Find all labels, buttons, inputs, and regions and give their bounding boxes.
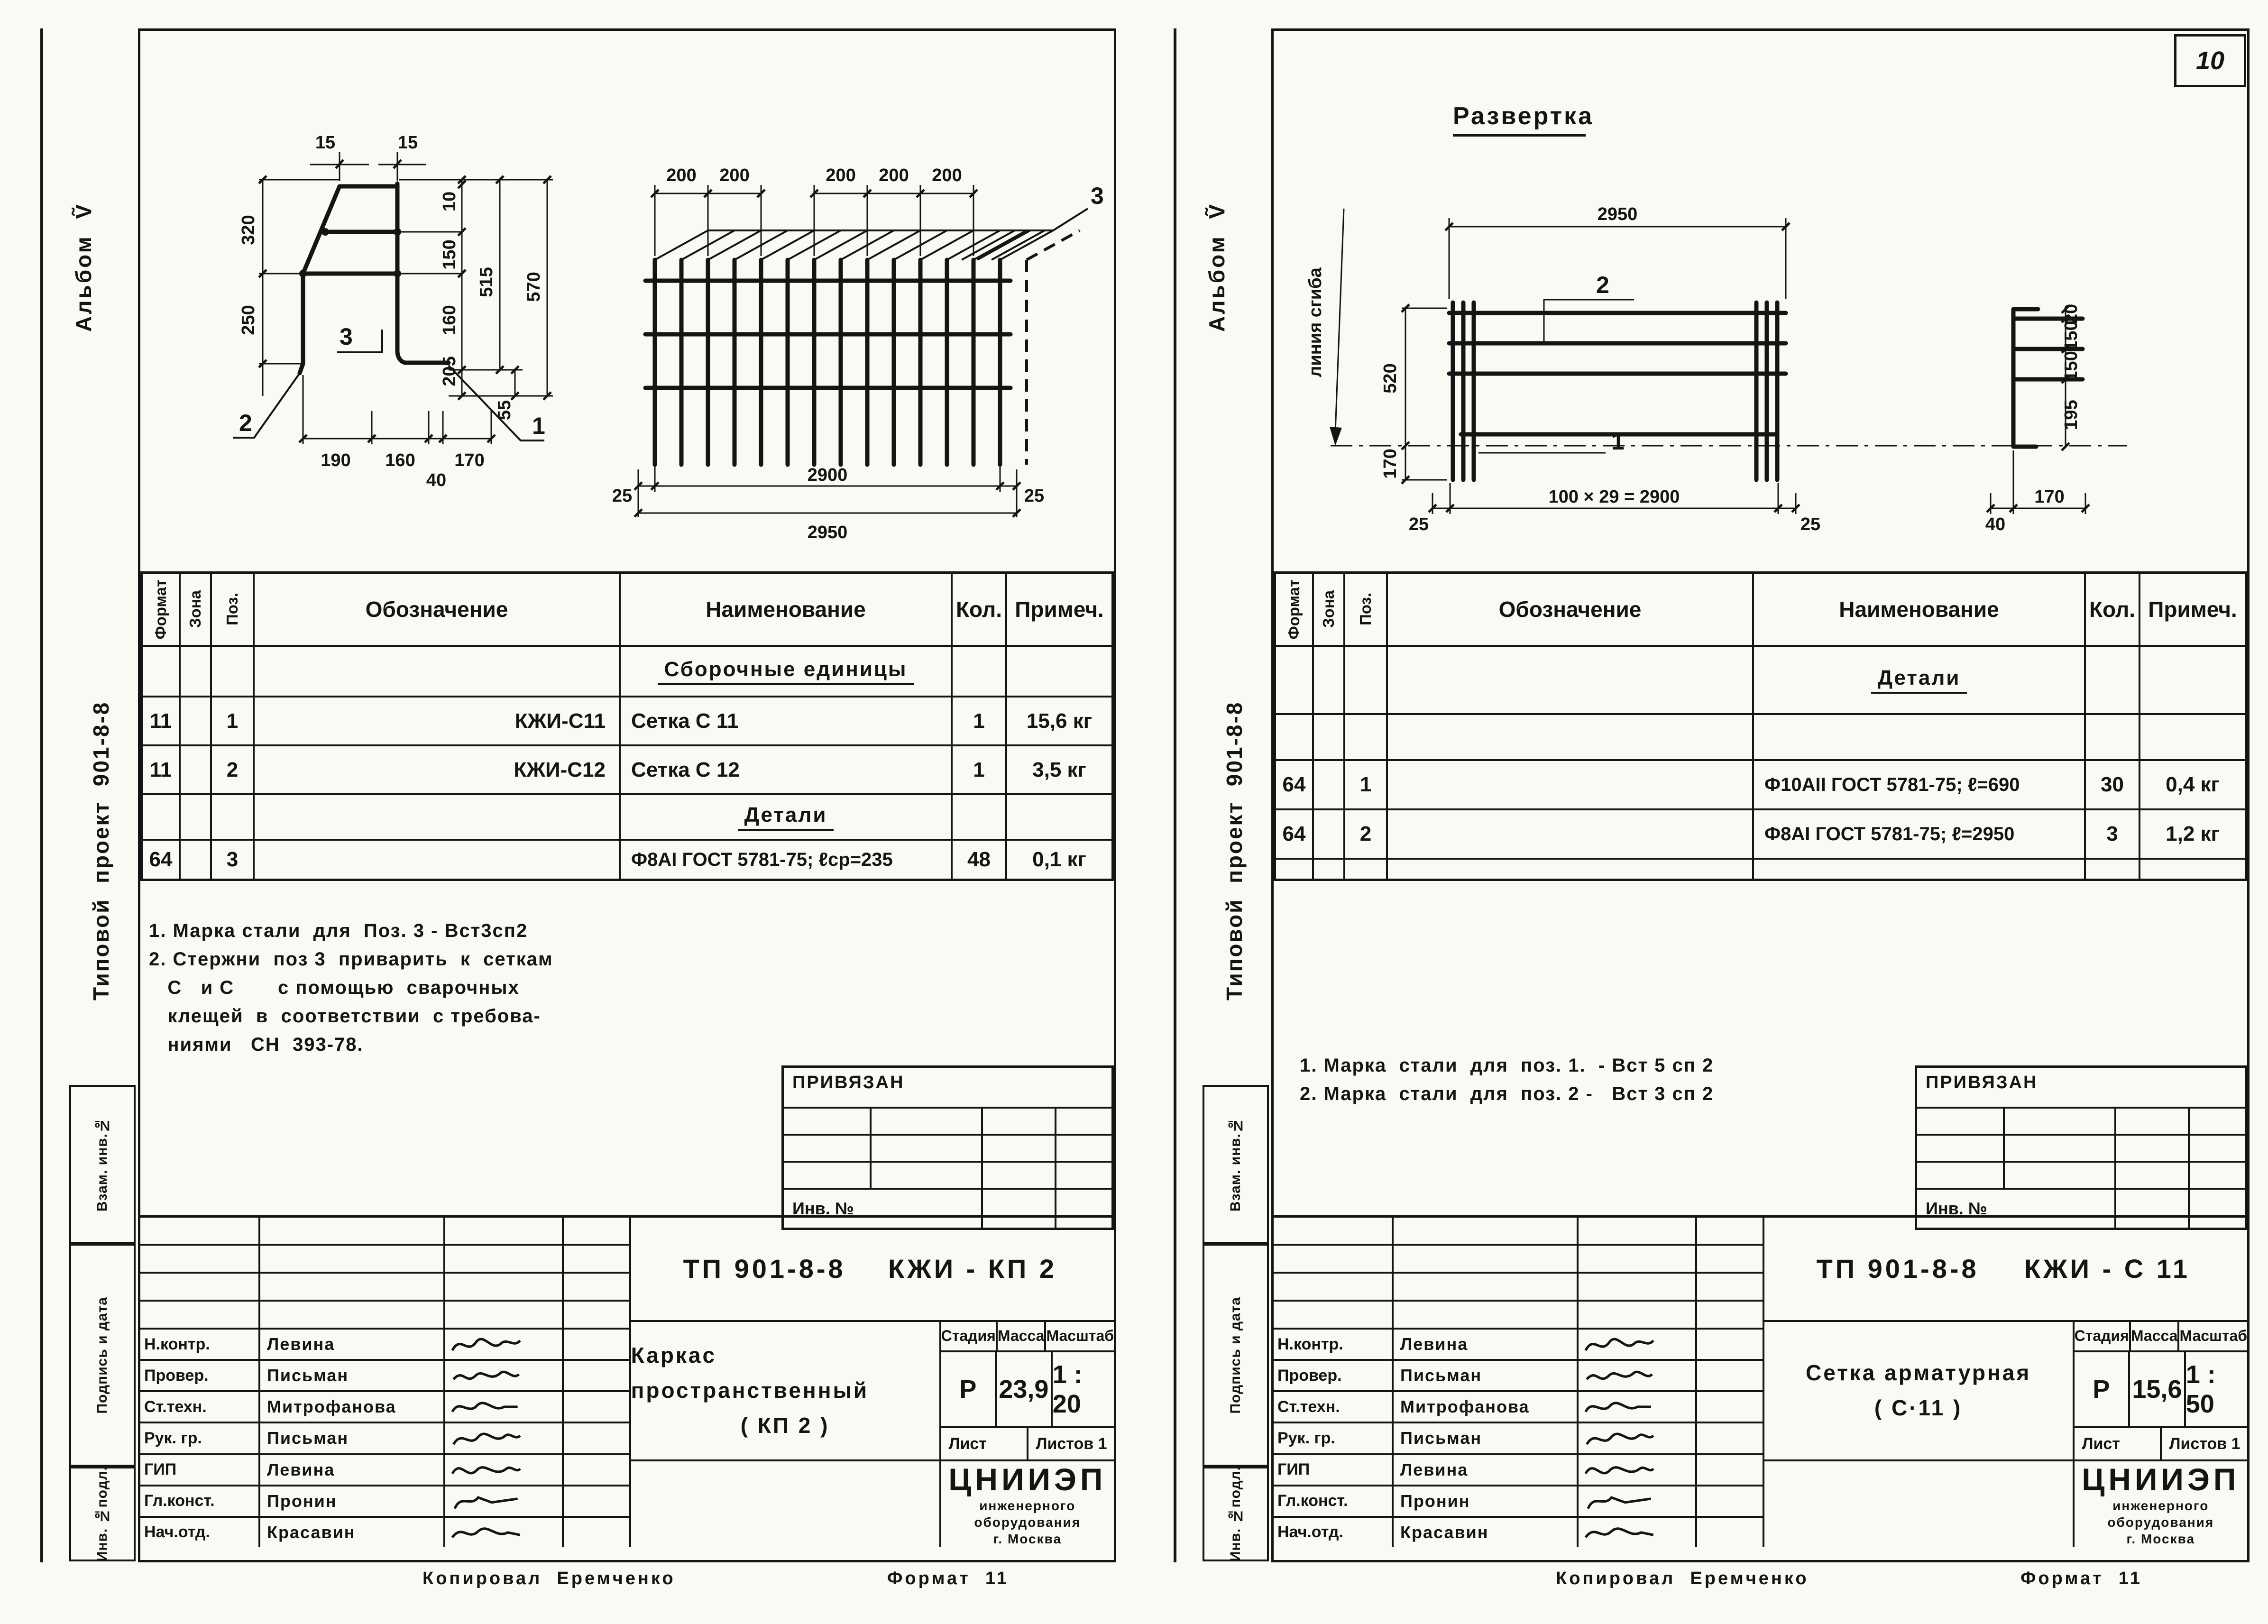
marker-2: 2 — [1596, 272, 1609, 298]
table-row: 64 1 Ф10АII ГОСТ 5781-75; ℓ=690 30 0,4 кг — [1276, 761, 2245, 810]
role-row: Гл.конст. Пронин — [140, 1486, 629, 1518]
marker-1: 1 — [1611, 428, 1625, 455]
svg-text:2900: 2900 — [807, 465, 848, 485]
svg-text:10: 10 — [440, 191, 459, 212]
svg-text:200: 200 — [666, 165, 697, 185]
notes: 1. Марка стали для поз. 1. - Вст 5 сп 2 2. Марка стали для поз. 2 - Вст 3 сп 2 — [1300, 1055, 1714, 1104]
profile-drawing — [183, 130, 600, 519]
table-row: 11 1 КЖИ-С11 Сетка С 11 1 15,6 кг — [143, 697, 1111, 746]
svg-text:515: 515 — [477, 267, 496, 297]
strip-box-podpis: Подпись и дата — [1203, 1244, 1269, 1467]
table-row — [1276, 860, 2245, 879]
stamp-values: Р 23,9 1 : 20 — [941, 1352, 1114, 1428]
stamp-labels: Стадия Масса Масштаб — [2075, 1322, 2247, 1352]
table-row: 64 2 Ф8АI ГОСТ 5781-75; ℓ=2950 3 1,2 кг — [1276, 810, 2245, 860]
svg-text:200: 200 — [826, 165, 856, 185]
svg-text:15: 15 — [397, 133, 418, 153]
role-row: Гл.конст. Пронин — [1274, 1486, 1763, 1518]
svg-text:2950: 2950 — [1597, 204, 1638, 224]
title-block — [1274, 1215, 2247, 1547]
strip-box-podpis: Подпись и дата — [69, 1244, 136, 1467]
strip-box-inv: Инв. №подл. — [1203, 1467, 1269, 1561]
svg-text:100 × 29 = 2900: 100 × 29 = 2900 — [1548, 487, 1680, 507]
page-number: 10 — [2174, 34, 2246, 87]
strip-box-inv: Инв. №подл. — [69, 1467, 136, 1561]
notes: 1. Марка стали для Поз. 3 - Вст3сп2 2. Стержни поз 3 приварить к сеткам С и С с помощью сварочных клещей в соответствии с требова- ниями СН 393-78. — [149, 920, 553, 1055]
svg-text:190: 190 — [321, 450, 351, 470]
marker-3: 3 — [340, 323, 353, 350]
role-row: Нач.отд. Красавин — [140, 1518, 629, 1547]
album-label: Альбом Ṽ — [1204, 202, 1229, 332]
svg-text:520: 520 — [1380, 363, 1400, 394]
marker-2: 2 — [239, 410, 252, 436]
album-label: Альбом Ṽ — [71, 202, 96, 332]
table-row: 11 2 КЖИ-С12 Сетка С 12 1 3,5 кг — [143, 746, 1111, 795]
svg-text:195: 195 — [2061, 400, 2081, 430]
role-row: ГИП Левина — [140, 1455, 629, 1486]
drawing-title: Каркас пространственный ( КП 2 ) — [631, 1322, 941, 1459]
svg-text:25: 25 — [1024, 486, 1045, 506]
svg-text:55: 55 — [495, 400, 514, 421]
svg-text:200: 200 — [879, 165, 909, 185]
doc-designation: ТП 901-8-8 КЖИ - КП 2 — [631, 1218, 1114, 1322]
svg-text:25: 25 — [612, 486, 633, 506]
table-group-row: Детали — [143, 795, 1111, 841]
organization: ЦНИИЭП инженерного оборудования г. Москва — [2082, 1462, 2240, 1546]
sheet-counts: Лист Листов 1 — [941, 1428, 1114, 1459]
svg-text:2950: 2950 — [807, 523, 848, 542]
spec-table — [140, 571, 1114, 881]
strip-box-vzam: Взам. инв.№ — [69, 1085, 136, 1244]
svg-text:15: 15 — [315, 133, 336, 153]
svg-text:205: 205 — [440, 356, 459, 386]
svg-text:160: 160 — [440, 305, 459, 335]
role-row: Провер. Письман — [1274, 1361, 1763, 1392]
svg-text:170: 170 — [1380, 449, 1400, 479]
stamp-values: Р 15,6 1 : 50 — [2075, 1352, 2247, 1428]
svg-text:линия сгиба: линия сгиба — [1305, 267, 1325, 377]
svg-text:160: 160 — [385, 450, 415, 470]
svg-text:250: 250 — [239, 305, 258, 335]
title-block — [140, 1215, 1114, 1547]
svg-text:170: 170 — [2034, 487, 2065, 507]
spec-table — [1274, 571, 2247, 881]
table-row: 64 3 Ф8АI ГОСТ 5781-75; ℓср=235 48 0,1 кг — [143, 841, 1111, 879]
drawing-title: Сетка арматурная ( С·11 ) — [1764, 1322, 2075, 1459]
svg-text:40: 40 — [1985, 514, 2006, 534]
table-header-row: Формат Зона Поз. Обозначение Наименование Кол. Примеч. — [1276, 574, 2245, 647]
project-label: Типовой проект 901-8-8 — [89, 701, 113, 1000]
role-row: Провер. Письман — [140, 1361, 629, 1392]
table-group-row: Детали — [1276, 647, 2245, 715]
role-row: Нач.отд. Красавин — [1274, 1518, 1763, 1547]
svg-text:170: 170 — [454, 450, 485, 470]
signature-grid — [1274, 1218, 1764, 1547]
marker-1: 1 — [532, 413, 545, 439]
svg-text:200: 200 — [719, 165, 750, 185]
role-row: Рук. гр. Письман — [140, 1423, 629, 1455]
strip-box-vzam: Взам. инв.№ — [1203, 1085, 1269, 1244]
stamp-labels: Стадия Масса Масштаб — [941, 1322, 1114, 1352]
svg-text:25: 25 — [1408, 514, 1429, 534]
signature-grid — [140, 1218, 631, 1547]
sheet-right: Альбом Ṽ Типовой проект 901-8-8 Взам. инв.№ Подпись и дата Инв. №подл. Развертка линия сгиба 2950 2 1 520 170 25 100 × 29 = 2900 25 20 150 150 195 40 170 Формат Зона Поз. Обозначение Наименование Кол. Примеч. Детали 64 1 Ф10АII ГОСТ 5781-75; ℓ=690 30 0,4 кг 64 2 Ф8АI ГОСТ 5781-75; ℓ=2950 3 1,2 кг 1. Марка стали для поз. 1. - Вст 5 сп 2 2. Марка стали для поз. 2 - Вст 3 сп 2 ПРИВЯЗАН Инв. № Н.контр. Левина Провер. Письман Ст.техн. Митрофанова Рук. гр. Письман ГИП Левина Гл.конст. Пронин Нач.отд. Красавин ТП 901-8-8 КЖИ - С 11 Сетка арматурная ( С·11 ) Стадия Масса Масштаб Р 15,6 1 : 50 Лист Листов 1 ЦНИИЭП инженерного оборудования г. Москва Копировал Еремченко Формат 11 — [1174, 28, 2252, 1562]
table-header-row: Формат Зона Поз. Обозначение Наименование Кол. Примеч. — [143, 574, 1111, 647]
role-row: Ст.техн. Митрофанова — [140, 1392, 629, 1423]
project-label: Типовой проект 901-8-8 — [1222, 701, 1247, 1000]
role-row: ГИП Левина — [1274, 1455, 1763, 1486]
sheet-counts: Лист Листов 1 — [2075, 1428, 2247, 1459]
binding-box: ПРИВЯЗАН Инв. № — [1915, 1065, 2247, 1230]
binding-box: ПРИВЯЗАН Инв. № — [781, 1065, 1114, 1230]
svg-text:320: 320 — [239, 215, 258, 245]
svg-text:150: 150 — [2061, 351, 2081, 381]
role-row: Ст.техн. Митрофанова — [1274, 1392, 1763, 1423]
svg-text:200: 200 — [932, 165, 962, 185]
razvertka-title: Развертка — [1453, 102, 1586, 137]
marker-3: 3 — [1091, 183, 1104, 209]
role-row: Рук. гр. Письман — [1274, 1423, 1763, 1455]
role-row: Н.контр. Левина — [140, 1330, 629, 1361]
sheet-left: Альбом Ṽ Типовой проект 901-8-8 Взам. инв.№ Подпись и дата Инв. №подл. 2 1 3 15 15 320 250 10 150 160 205 515 55 570 190 160 40 170 3 200 200 200 200 200 25 2900 25 2950 Формат Зона Поз. Обозначение Наименование Кол. Примеч. Сборочные единицы 11 1 КЖИ-С11 Сетка С 11 1 15,6 кг 11 2 КЖИ-С12 Сетка С 12 1 3,5 кг Детали 64 3 Ф8АI ГОСТ 5781-75; ℓср=235 48 0,1 кг 1. Марка стали для Поз. 3 - Вст3сп2 2. Стержни поз 3 приварить к сеткам С и С с помощью сварочных клещей в соответствии с требова- ниями СН 393-78. ПРИВЯЗАН Инв. № Н.контр. Левина Провер. Письман Ст.техн. Митрофанова Рук. гр. Письман ГИП Левина Гл.конст. Пронин Нач.отд. Красавин ТП 901-8-8 КЖИ - КП 2 Каркас пространственный ( КП 2 ) Стадия Масса Масштаб Р 23,9 1 : 20 Лист Листов 1 ЦНИИЭП инженерного оборудования г. Москва Копировал Еремченко Формат 11 — [40, 28, 1119, 1562]
razvertka-drawing — [1302, 142, 2203, 534]
role-row: Н.контр. Левина — [1274, 1330, 1763, 1361]
svg-text:150: 150 — [2061, 321, 2081, 351]
drawing-frame — [138, 28, 1116, 1562]
svg-text:40: 40 — [426, 470, 447, 490]
svg-text:20: 20 — [2061, 303, 2081, 324]
svg-text:570: 570 — [524, 272, 544, 302]
svg-text:150: 150 — [440, 239, 459, 270]
table-row — [1276, 715, 2245, 761]
table-group-row: Сборочные единицы — [143, 647, 1111, 697]
doc-designation: ТП 901-8-8 КЖИ - С 11 — [1764, 1218, 2247, 1322]
organization: ЦНИИЭП инженерного оборудования г. Москва — [948, 1462, 1107, 1546]
drawing-frame — [1271, 28, 2250, 1562]
mesh-drawing — [610, 138, 1112, 542]
svg-text:25: 25 — [1800, 514, 1821, 534]
